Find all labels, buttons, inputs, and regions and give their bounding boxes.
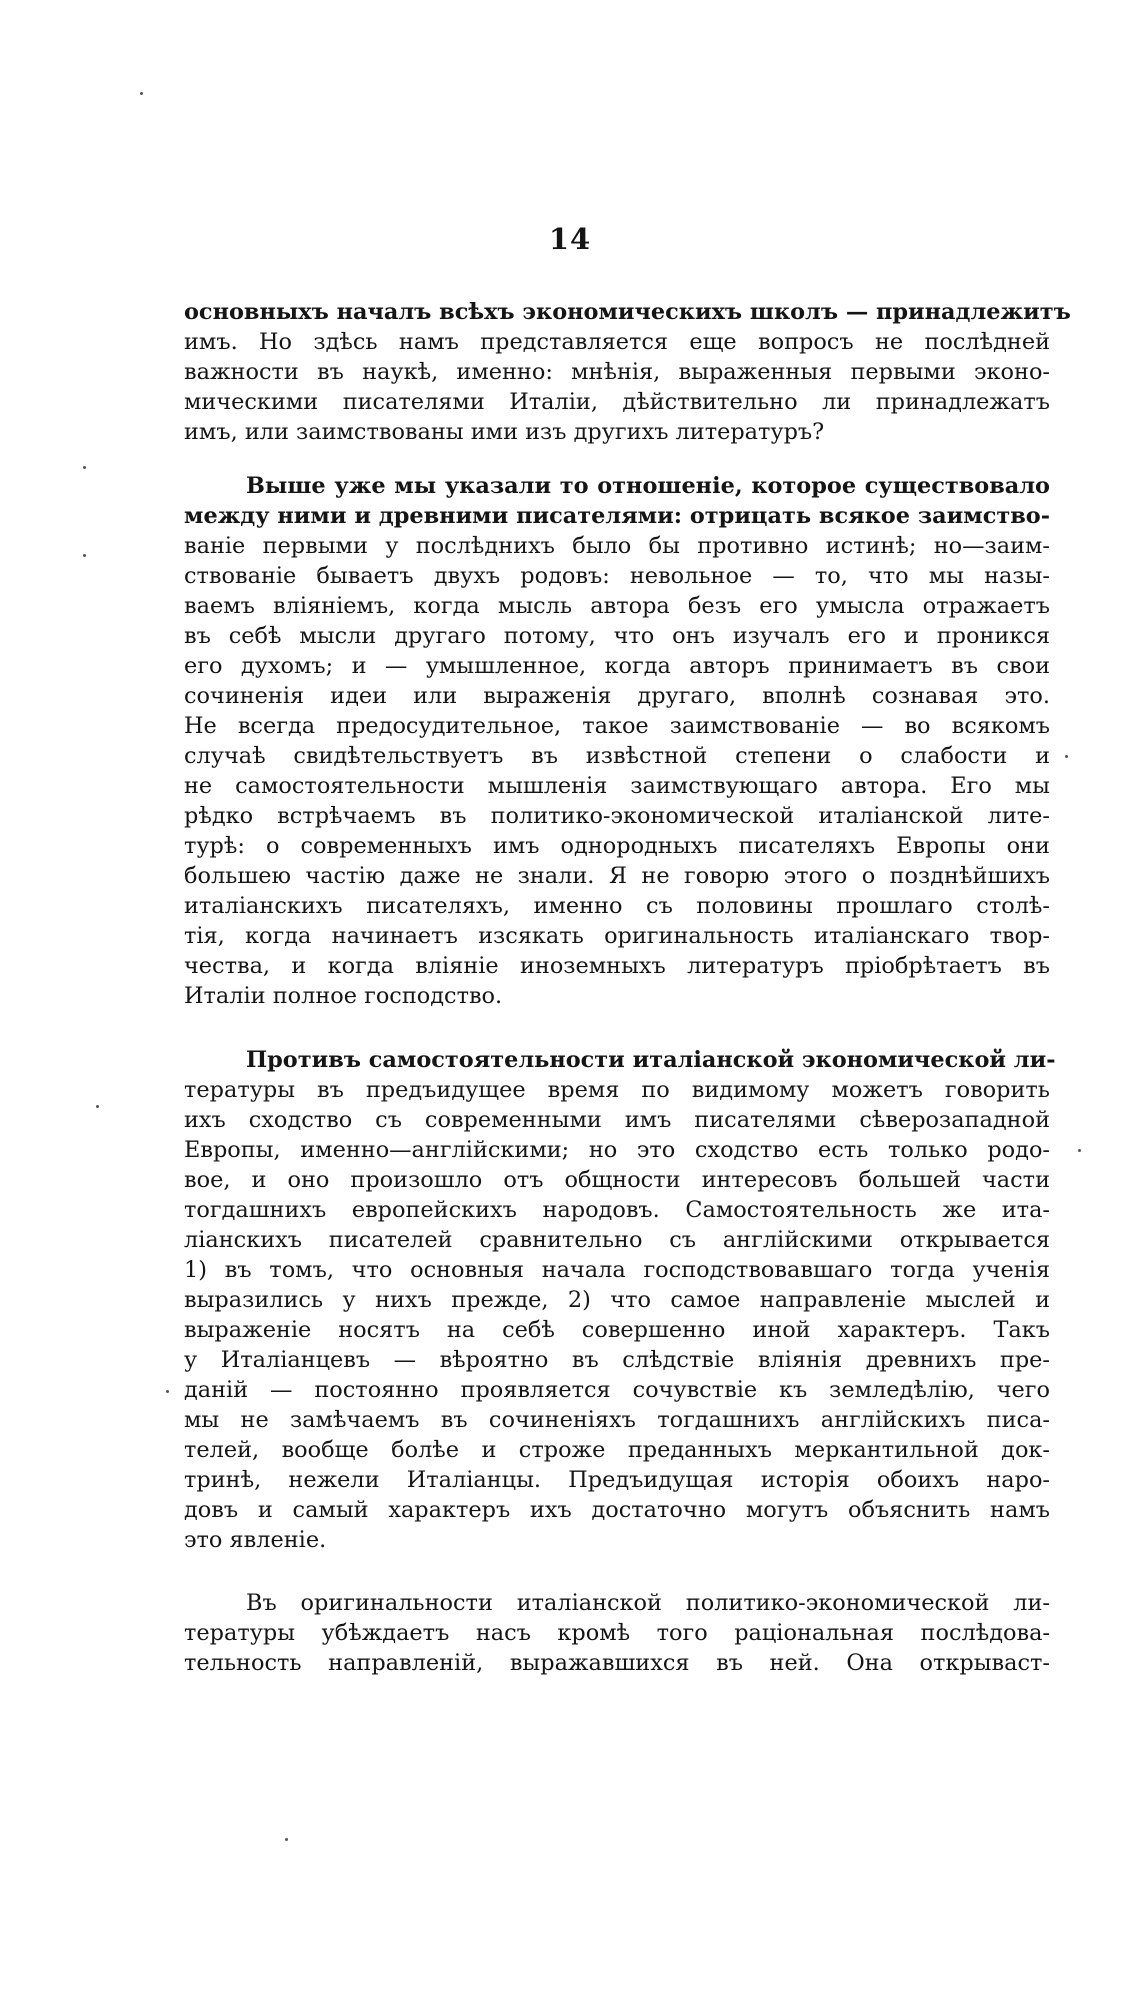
- page-number: 14: [548, 222, 592, 256]
- text-line: не самостоятельности мышленія заимствующаго автора. Его мы: [184, 773, 1050, 799]
- text-line: италіанскихъ писателяхъ, именно съ половины прошлаго столѣ-: [184, 893, 1050, 919]
- text-line: сочиненія идеи или выраженія другаго, вполнѣ сознавая это.: [184, 683, 1050, 709]
- text-line: тературы убѣждаетъ насъ кромѣ того раціональная послѣдова-: [184, 1620, 1050, 1646]
- text-line: основныхъ началъ всѣхъ экономическихъ школъ — принадлежитъ: [184, 299, 1071, 325]
- text-line: тогдашнихъ европейскихъ народовъ. Самостоятельность же ита-: [184, 1197, 1050, 1223]
- text-line: Не всегда предосудительное, такое заимствованіе — во всякомъ: [184, 713, 1050, 739]
- paragraph-3: [184, 1045, 1056, 1555]
- text-line: большею частію даже не знали. Я не говорю этого о позднѣйшихъ: [184, 863, 1050, 889]
- scan-speck: [1065, 755, 1068, 758]
- text-line: рѣдко встрѣчаемъ въ политико-экономической италіанской лите-: [184, 803, 1050, 829]
- scan-speck: [1078, 1149, 1081, 1152]
- text-line: случаѣ свидѣтельствуетъ въ извѣстной степени о слабости и: [184, 743, 1050, 769]
- text-line: выраженіе носятъ на себѣ совершенно иной характеръ. Такъ: [184, 1317, 1050, 1343]
- text-line: ваніе первыми у послѣднихъ было бы противно истинѣ; но—заим-: [184, 533, 1050, 559]
- scan-speck: [83, 466, 86, 469]
- text-line: тературы въ предъидущее время по видимому можетъ говорить: [184, 1077, 1050, 1103]
- scan-speck: [140, 92, 143, 95]
- text-line: выразились у нихъ прежде, 2) что самое направленіе мыслей и: [184, 1287, 1050, 1313]
- text-line: довъ и самый характеръ ихъ достаточно могутъ объяснить намъ: [184, 1497, 1050, 1523]
- text-line: тельность направленій, выражавшихся въ ней. Она открываст-: [184, 1650, 1050, 1676]
- text-line: это явленіе.: [184, 1527, 327, 1553]
- text-line: ваемъ вліяніемъ, когда мысль автора безъ его умысла отражаетъ: [184, 593, 1050, 619]
- text-line: турѣ: о современныхъ имъ однородныхъ писателяхъ Европы они: [184, 833, 1050, 859]
- paragraph-1: [184, 297, 1071, 447]
- text-line: Европы, именно—англійскими; но это сходство есть только родо-: [184, 1137, 1050, 1163]
- text-line: чества, и когда вліяніе иноземныхъ литературъ пріобрѣтаетъ въ: [184, 953, 1050, 979]
- scan-speck: [166, 1390, 169, 1393]
- scan-speck: [83, 554, 86, 557]
- text-line: имъ, или заимствованы ими изъ другихъ литературъ?: [184, 419, 825, 445]
- paragraph-2: [184, 471, 1050, 1011]
- text-line: Противъ самостоятельности италіанской экономической ли-: [246, 1047, 1056, 1073]
- text-line: въ себѣ мысли другаго потому, что онъ изучалъ его и проникся: [184, 623, 1050, 649]
- text-line: тія, когда начинаетъ изсякать оригинальность италіанскаго твор-: [184, 923, 1050, 949]
- paragraph-4: [184, 1588, 1050, 1678]
- text-line: у Италіанцевъ — вѣроятно въ слѣдствіе вліянія древнихъ пре-: [184, 1347, 1050, 1373]
- text-line: телей, вообще болѣе и строже преданныхъ меркантильной док-: [184, 1437, 1050, 1463]
- text-line: вое, и оно произошло отъ общности интересовъ большей части: [184, 1167, 1050, 1193]
- scan-speck: [285, 1838, 288, 1841]
- text-line: ліанскихъ писателей сравнительно съ англійскими открывается: [184, 1227, 1050, 1253]
- text-line: мы не замѣчаемъ въ сочиненіяхъ тогдашнихъ англійскихъ писа-: [184, 1407, 1050, 1433]
- text-line: даній — постоянно проявляется сочувствіе къ земледѣлію, чего: [184, 1377, 1050, 1403]
- text-line: тринѣ, нежели Италіанцы. Предъидущая исторія обоихъ наро-: [184, 1467, 1050, 1493]
- scan-speck: [96, 1105, 99, 1108]
- text-line: его духомъ; и — умышленное, когда авторъ принимаетъ въ свои: [184, 653, 1050, 679]
- text-line: между ними и древними писателями: отрицать всякое заимство-: [184, 503, 1050, 529]
- text-line: Въ оригинальности италіанской политико-экономической ли-: [246, 1590, 1050, 1616]
- text-line: имъ. Но здѣсь намъ представляется еще вопросъ не послѣдней: [184, 329, 1050, 355]
- text-line: ствованіе бываетъ двухъ родовъ: невольное — то, что мы назы-: [184, 563, 1050, 589]
- text-line: мическими писателями Италіи, дѣйствительно ли принадлежатъ: [184, 389, 1050, 415]
- text-line: важности въ наукѣ, именно: мнѣнія, выраженныя первыми эконо-: [184, 359, 1050, 385]
- text-line: 1) въ томъ, что основныя начала господствовавшаго тогда ученія: [184, 1257, 1050, 1283]
- text-line: Италіи полное господство.: [184, 983, 503, 1009]
- text-line: ихъ сходство съ современными имъ писателями сѣверозападной: [184, 1107, 1050, 1133]
- text-line: Выше уже мы указали то отношеніе, которое существовало: [246, 473, 1050, 499]
